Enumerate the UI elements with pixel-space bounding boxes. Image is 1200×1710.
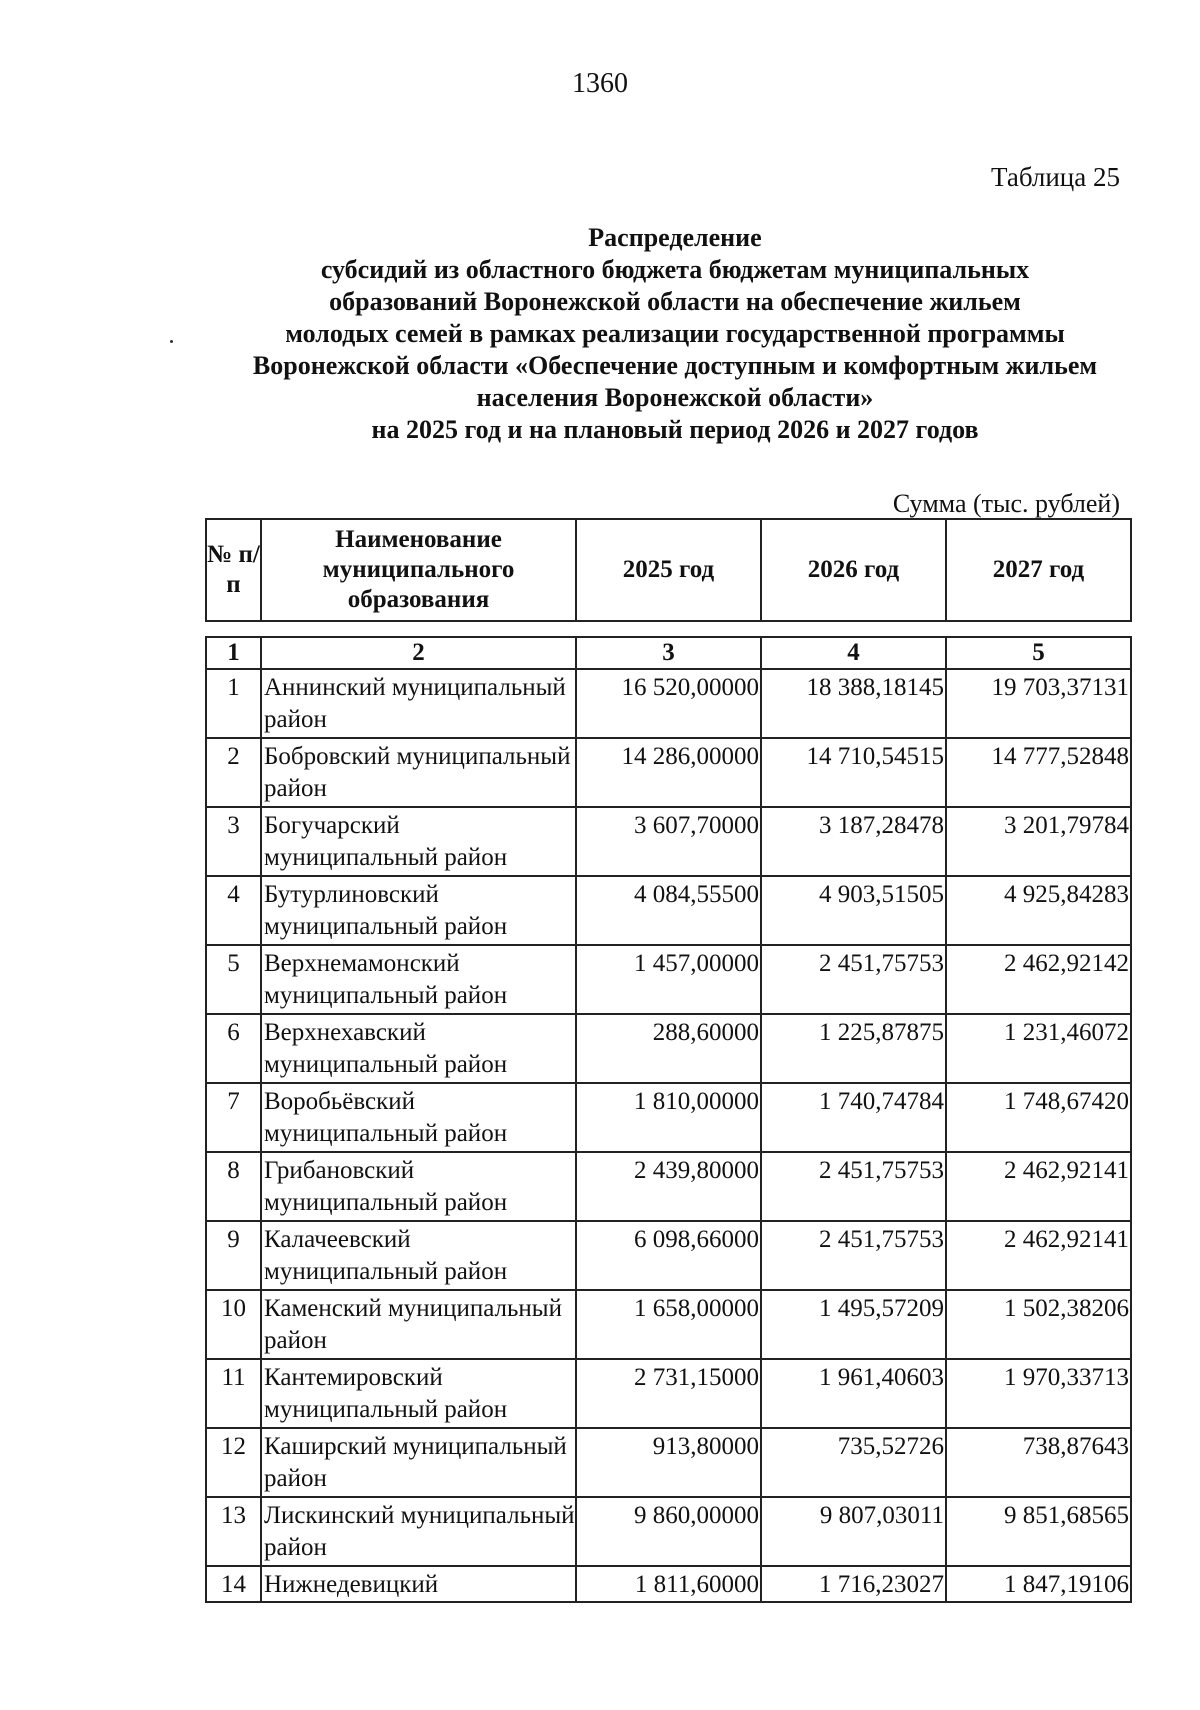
amount-2025: 16 520,00000 (576, 669, 761, 738)
column-number: 1 (206, 637, 261, 669)
row-number: 13 (206, 1497, 261, 1566)
row-number: 12 (206, 1428, 261, 1497)
amount-2026: 3 187,28478 (761, 807, 946, 876)
title-line: на 2025 год и на плановый период 2026 и 2027 годов (371, 415, 979, 444)
amount-2027: 1 970,33713 (946, 1359, 1131, 1428)
document-title (130, 222, 1200, 446)
row-number: 1 (206, 669, 261, 738)
amount-2025: 3 607,70000 (576, 807, 761, 876)
amount-2027: 1 231,46072 (946, 1014, 1131, 1083)
title-line: образований Воронежской области на обеспечение жильем (329, 287, 1021, 316)
amount-2025: 1 810,00000 (576, 1083, 761, 1152)
title-line: Распределение (588, 223, 762, 252)
amount-2026: 1 740,74784 (761, 1083, 946, 1152)
column-number: 5 (946, 637, 1131, 669)
municipality-name: Грибановский муниципальный район (261, 1152, 576, 1221)
row-number: 14 (206, 1566, 261, 1602)
table-header (205, 518, 1132, 622)
amount-2027: 4 925,84283 (946, 876, 1131, 945)
header-2026: 2026 год (761, 519, 946, 621)
municipality-name: Каменский муниципальный район (261, 1290, 576, 1359)
page-number: 1360 (572, 68, 628, 99)
amount-2025: 2 731,15000 (576, 1359, 761, 1428)
row-number: 11 (206, 1359, 261, 1428)
title-line: молодых семей в рамках реализации государственной программы (285, 319, 1065, 348)
table-row (206, 738, 1131, 807)
header-2027: 2027 год (946, 519, 1131, 621)
amount-2025: 4 084,55500 (576, 876, 761, 945)
amount-2027: 1 502,38206 (946, 1290, 1131, 1359)
municipality-name: Богучарский муниципальный район (261, 807, 576, 876)
table-label: Таблица 25 (991, 162, 1120, 192)
amount-2025: 1 457,00000 (576, 945, 761, 1014)
amount-2026: 735,52726 (761, 1428, 946, 1497)
municipality-name: Нижнедевицкий (261, 1566, 576, 1602)
header-row (206, 519, 1131, 621)
amount-2026: 9 807,03011 (761, 1497, 946, 1566)
amount-2026: 4 903,51505 (761, 876, 946, 945)
amount-2026: 1 716,23027 (761, 1566, 946, 1602)
amount-2025: 2 439,80000 (576, 1152, 761, 1221)
table-row (206, 1428, 1131, 1497)
column-number: 3 (576, 637, 761, 669)
municipality-name: Верхнехавский муниципальный район (261, 1014, 576, 1083)
municipality-name: Каширский муниципальный район (261, 1428, 576, 1497)
row-number: 4 (206, 876, 261, 945)
amount-2025: 913,80000 (576, 1428, 761, 1497)
title-line: субсидий из областного бюджета бюджетам муниципальных (320, 255, 1030, 284)
amount-2027: 1 748,67420 (946, 1083, 1131, 1152)
amount-2026: 18 388,18145 (761, 669, 946, 738)
column-number: 2 (261, 637, 576, 669)
row-number: 3 (206, 807, 261, 876)
amount-2026: 1 225,87875 (761, 1014, 946, 1083)
municipality-name: Лискинский муниципальный район (261, 1497, 576, 1566)
amount-2026: 1 495,57209 (761, 1290, 946, 1359)
table-row (206, 1290, 1131, 1359)
amount-2026: 2 451,75753 (761, 1221, 946, 1290)
amount-2025: 14 286,00000 (576, 738, 761, 807)
row-number: 10 (206, 1290, 261, 1359)
header-num: № п/п (206, 519, 261, 621)
amount-2027: 2 462,92141 (946, 1221, 1131, 1290)
amount-2026: 14 710,54515 (761, 738, 946, 807)
row-number: 9 (206, 1221, 261, 1290)
amount-2026: 1 961,40603 (761, 1359, 946, 1428)
table-row (206, 945, 1131, 1014)
table-row (206, 1497, 1131, 1566)
table-row (206, 1566, 1131, 1602)
amount-2025: 6 098,66000 (576, 1221, 761, 1290)
amount-2027: 14 777,52848 (946, 738, 1131, 807)
title-line: населения Воронежской области» (476, 383, 874, 412)
table-row (206, 1221, 1131, 1290)
municipality-name: Калачеевский муниципальный район (261, 1221, 576, 1290)
amount-2027: 9 851,68565 (946, 1497, 1131, 1566)
amount-2025: 288,60000 (576, 1014, 761, 1083)
amount-2027: 2 462,92141 (946, 1152, 1131, 1221)
subsidy-table (205, 636, 1132, 1603)
title-line: Воронежской области «Обеспечение доступным и комфортным жильем (252, 351, 1098, 380)
municipality-name: Бобровский муниципальный район (261, 738, 576, 807)
row-number: 6 (206, 1014, 261, 1083)
municipality-name: Кантемировский муниципальный район (261, 1359, 576, 1428)
amount-2027: 2 462,92142 (946, 945, 1131, 1014)
row-number: 5 (206, 945, 261, 1014)
table-row (206, 1014, 1131, 1083)
municipality-name: Воробьёвский муниципальный район (261, 1083, 576, 1152)
header-2025: 2025 год (576, 519, 761, 621)
table-row (206, 807, 1131, 876)
column-number-row (206, 637, 1131, 669)
units-label: Сумма (тыс. рублей) (892, 489, 1120, 518)
amount-2027: 19 703,37131 (946, 669, 1131, 738)
row-number: 7 (206, 1083, 261, 1152)
column-number: 4 (761, 637, 946, 669)
municipality-name: Верхнемамонский муниципальный район (261, 945, 576, 1014)
table-row (206, 1152, 1131, 1221)
table-row (206, 876, 1131, 945)
municipality-name: Аннинский муниципальный район (261, 669, 576, 738)
amount-2025: 1 811,60000 (576, 1566, 761, 1602)
stray-dot (170, 340, 173, 343)
amount-2026: 2 451,75753 (761, 1152, 946, 1221)
row-number: 8 (206, 1152, 261, 1221)
amount-2026: 2 451,75753 (761, 945, 946, 1014)
amount-2025: 1 658,00000 (576, 1290, 761, 1359)
table-row (206, 1083, 1131, 1152)
row-number: 2 (206, 738, 261, 807)
table-row (206, 669, 1131, 738)
table-row (206, 1359, 1131, 1428)
amount-2025: 9 860,00000 (576, 1497, 761, 1566)
header-name: Наименование муниципального образования (261, 519, 576, 621)
amount-2027: 738,87643 (946, 1428, 1131, 1497)
amount-2027: 3 201,79784 (946, 807, 1131, 876)
municipality-name: Бутурлиновский муниципальный район (261, 876, 576, 945)
amount-2027: 1 847,19106 (946, 1566, 1131, 1602)
